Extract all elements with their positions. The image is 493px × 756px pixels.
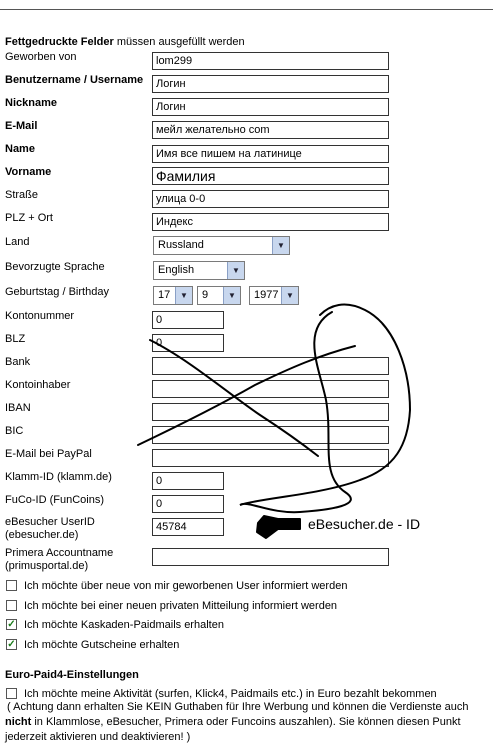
plz-input[interactable]: Индекс: [152, 213, 389, 231]
username-label: Benutzername / Username: [5, 74, 144, 86]
scribble-circle: [240, 305, 410, 513]
chevron-down-icon: ▼: [272, 237, 289, 254]
geworben-label: Geworben von: [5, 51, 77, 63]
bic-label: BIC: [5, 425, 24, 437]
chevron-down-icon: ▼: [223, 287, 240, 304]
land-select[interactable]: Russland ▼: [153, 236, 290, 255]
birthday-label: Geburtstag / Birthday: [5, 286, 109, 298]
euro-note: ( Achtung dann erhalten Sie KEIN Guthaben für Ihre Werbung und können die Verdienste auch nicht in Klammlose, eBesucher, Primera oder Funcoins auszahlen). Sie können diesen Punkt jederzeit aktivieren und deaktivieren! ): [5, 701, 469, 743]
kontonummer-input[interactable]: 0: [152, 311, 224, 329]
checkbox-euro-paid[interactable]: [6, 688, 17, 699]
email-input[interactable]: мейл желательно com: [152, 121, 389, 139]
chevron-down-icon: ▼: [281, 287, 298, 304]
euro-heading: Euro-Paid4-Einstellungen: [5, 669, 139, 681]
klamm-input[interactable]: 0: [152, 472, 224, 490]
vorname-input[interactable]: Фамилия: [152, 167, 389, 185]
fuco-label: FuCo-ID (FunCoins): [5, 494, 105, 506]
blz-input[interactable]: 0: [152, 334, 224, 352]
scribble-cross-line-2: [138, 346, 355, 445]
chevron-down-icon: ▼: [175, 287, 192, 304]
name-label: Name: [5, 143, 35, 155]
blz-label: BLZ: [5, 333, 26, 345]
bank-label: Bank: [5, 356, 31, 368]
email-label: E-Mail: [5, 120, 38, 132]
username-input[interactable]: Логин: [152, 75, 389, 93]
check-icon: ✓: [7, 639, 16, 650]
ebesucher-annotation: eBesucher.de - ID: [308, 516, 421, 532]
klamm-label: Klamm-ID (klamm.de): [5, 471, 112, 483]
ebesucher-label: eBesucher UserID (ebesucher.de): [5, 516, 95, 541]
required-fields-note: Fettgedruckte Felder müssen ausgefüllt werden: [5, 36, 245, 48]
chevron-down-icon: ▼: [227, 262, 244, 279]
arrow-pointer-icon: [257, 516, 300, 538]
plz-label: PLZ + Ort: [5, 212, 53, 224]
checkbox-euro-paid-label: Ich möchte meine Aktivität (surfen, Klick4, Paidmails etc.) in Euro bezahlt bekommen: [24, 688, 437, 700]
kontoinhaber-label: Kontoinhaber: [5, 379, 71, 391]
checkbox-new-referrals[interactable]: [6, 580, 17, 591]
ebesucher-input[interactable]: 45784: [152, 518, 224, 536]
fuco-input[interactable]: 0: [152, 495, 224, 513]
checkbox-gutscheine-label: Ich möchte Gutscheine erhalten: [24, 639, 180, 651]
nickname-input[interactable]: Логин: [152, 98, 389, 116]
geworben-input[interactable]: lom299: [152, 52, 389, 70]
checkbox-private-messages[interactable]: [6, 600, 17, 611]
birthday-month-select[interactable]: 9 ▼: [197, 286, 241, 305]
checkbox-kaskaden-paidmails[interactable]: [6, 619, 17, 630]
scribble-cross-line-1: [150, 340, 318, 456]
checkbox-kaskaden-paidmails-label: Ich möchte Kaskaden-Paidmails erhalten: [24, 619, 224, 631]
checkbox-new-referrals-label: Ich möchte über neue von mir geworbenen User informiert werden: [24, 580, 348, 592]
land-label: Land: [5, 236, 30, 248]
sprache-label: Bevorzugte Sprache: [5, 261, 105, 273]
name-input[interactable]: Имя все пишем на латинице: [152, 145, 389, 163]
strasse-input[interactable]: улица 0-0: [152, 190, 389, 208]
vorname-label: Vorname: [5, 166, 52, 178]
nickname-label: Nickname: [5, 97, 57, 109]
birthday-day-select[interactable]: 17 ▼: [153, 286, 193, 305]
kontonummer-label: Kontonummer: [5, 310, 75, 322]
check-icon: ✓: [7, 619, 16, 630]
birthday-year-select[interactable]: 1977 ▼: [249, 286, 299, 305]
primera-label: Primera Accountname (primusportal.de): [5, 547, 114, 572]
checkbox-private-messages-label: Ich möchte bei einer neuen privaten Mitteilung informiert werden: [24, 600, 338, 612]
strasse-label: Straße: [5, 189, 39, 201]
paypal-label: E-Mail bei PayPal: [5, 448, 92, 460]
sprache-select[interactable]: English ▼: [153, 261, 245, 280]
iban-label: IBAN: [5, 402, 31, 414]
checkbox-gutscheine[interactable]: [6, 639, 17, 650]
